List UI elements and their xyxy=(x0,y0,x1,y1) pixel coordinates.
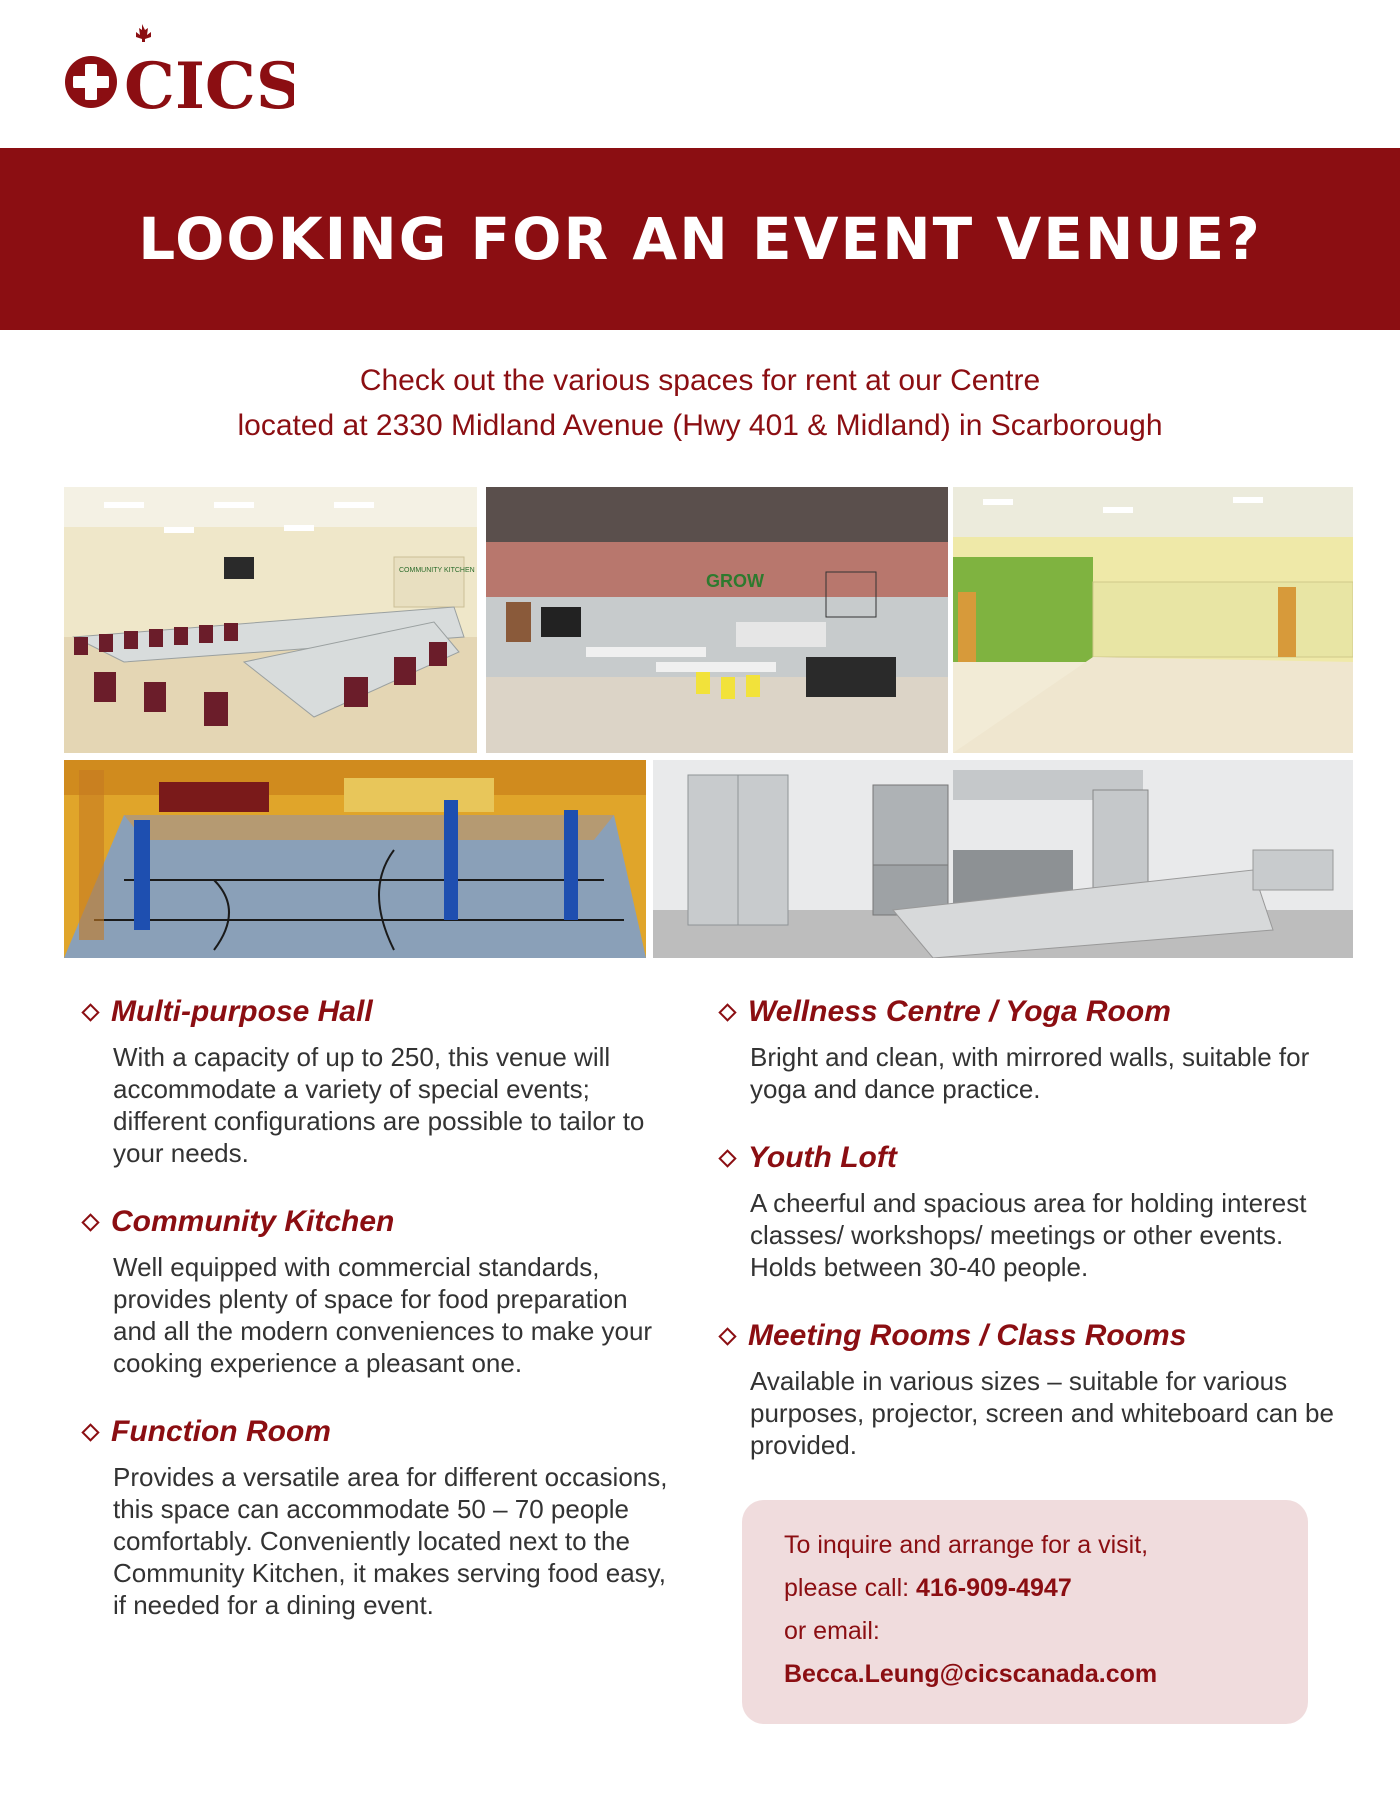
contact-box xyxy=(742,1500,1308,1724)
photo-multipurpose-hall xyxy=(64,760,646,958)
logo-text: CICS xyxy=(124,49,294,118)
venue-description: Available in various sizes – suitable for various purposes, projector, screen and whiteboard can be provided. xyxy=(750,1366,1334,1460)
intro-text xyxy=(0,358,1400,448)
venues-left-column xyxy=(78,995,668,1657)
diamond-bullet-icon xyxy=(718,1327,736,1345)
page-title: LOOKING FOR AN EVENT VENUE? xyxy=(138,205,1262,273)
venue-title: Wellness Centre / Yoga Room xyxy=(748,995,1171,1028)
venue-multipurpose-hall xyxy=(78,995,668,1169)
venue-description: A cheerful and spacious area for holding interest classes/ workshops/ meetings or other events. Holds between 30-40 people. xyxy=(750,1188,1307,1282)
maple-leaf-icon xyxy=(136,24,151,42)
venue-title: Youth Loft xyxy=(748,1141,897,1174)
venue-wellness-centre xyxy=(715,995,1335,1105)
venue-title: Function Room xyxy=(111,1415,331,1448)
venue-description: Bright and clean, with mirrored walls, suitable for yoga and dance practice. xyxy=(750,1042,1310,1104)
venue-function-room xyxy=(78,1415,668,1621)
kitchen-sign: COMMUNITY KITCHEN xyxy=(399,567,475,574)
call-label: please call: xyxy=(784,1574,917,1602)
phone-link[interactable]: 416-909-4947 xyxy=(916,1574,1072,1602)
photo-yoga-room xyxy=(953,487,1353,753)
diamond-bullet-icon xyxy=(81,1423,99,1441)
email-link[interactable]: Becca.Leung@cicscanada.com xyxy=(784,1660,1158,1688)
contact-intro: To inquire and arrange for a visit, xyxy=(784,1531,1149,1559)
photo-youth-loft xyxy=(486,487,948,753)
photo-community-kitchen xyxy=(653,760,1353,958)
contact-phone-line xyxy=(784,1567,1157,1610)
photo-function-room xyxy=(64,487,477,753)
title-banner xyxy=(0,148,1400,330)
venue-community-kitchen xyxy=(78,1205,668,1379)
venues-right-column xyxy=(715,995,1335,1497)
grow-sign: GROW xyxy=(706,571,764,591)
venue-youth-loft xyxy=(715,1141,1335,1283)
venue-description: With a capacity of up to 250, this venue will accommodate a variety of special events; different configurations are possible to tailor to your needs. xyxy=(113,1042,645,1168)
email-label: or email: xyxy=(784,1617,880,1645)
cics-logo xyxy=(54,18,294,118)
venue-title: Multi-purpose Hall xyxy=(111,995,373,1028)
intro-line-1: Check out the various spaces for rent at our Centre xyxy=(359,364,1041,397)
venue-meeting-rooms xyxy=(715,1319,1335,1461)
venue-description: Well equipped with commercial standards, provides plenty of space for food preparation and all the modern conveniences to make your cooking experience a pleasant one. xyxy=(113,1252,653,1378)
diamond-bullet-icon xyxy=(718,1003,736,1021)
venue-description: Provides a versatile area for different occasions, this space can accommodate 50 – 70 people comfortably. Conveniently located next to the Community Kitchen, it makes serving food easy, if needed for a dining event. xyxy=(113,1462,668,1620)
diamond-bullet-icon xyxy=(718,1149,736,1167)
intro-line-2: located at 2330 Midland Avenue (Hwy 401 & Midland) in Scarborough xyxy=(237,409,1163,442)
venue-title: Meeting Rooms / Class Rooms xyxy=(748,1319,1187,1352)
diamond-bullet-icon xyxy=(81,1003,99,1021)
venue-title: Community Kitchen xyxy=(111,1205,395,1238)
diamond-bullet-icon xyxy=(81,1213,99,1231)
